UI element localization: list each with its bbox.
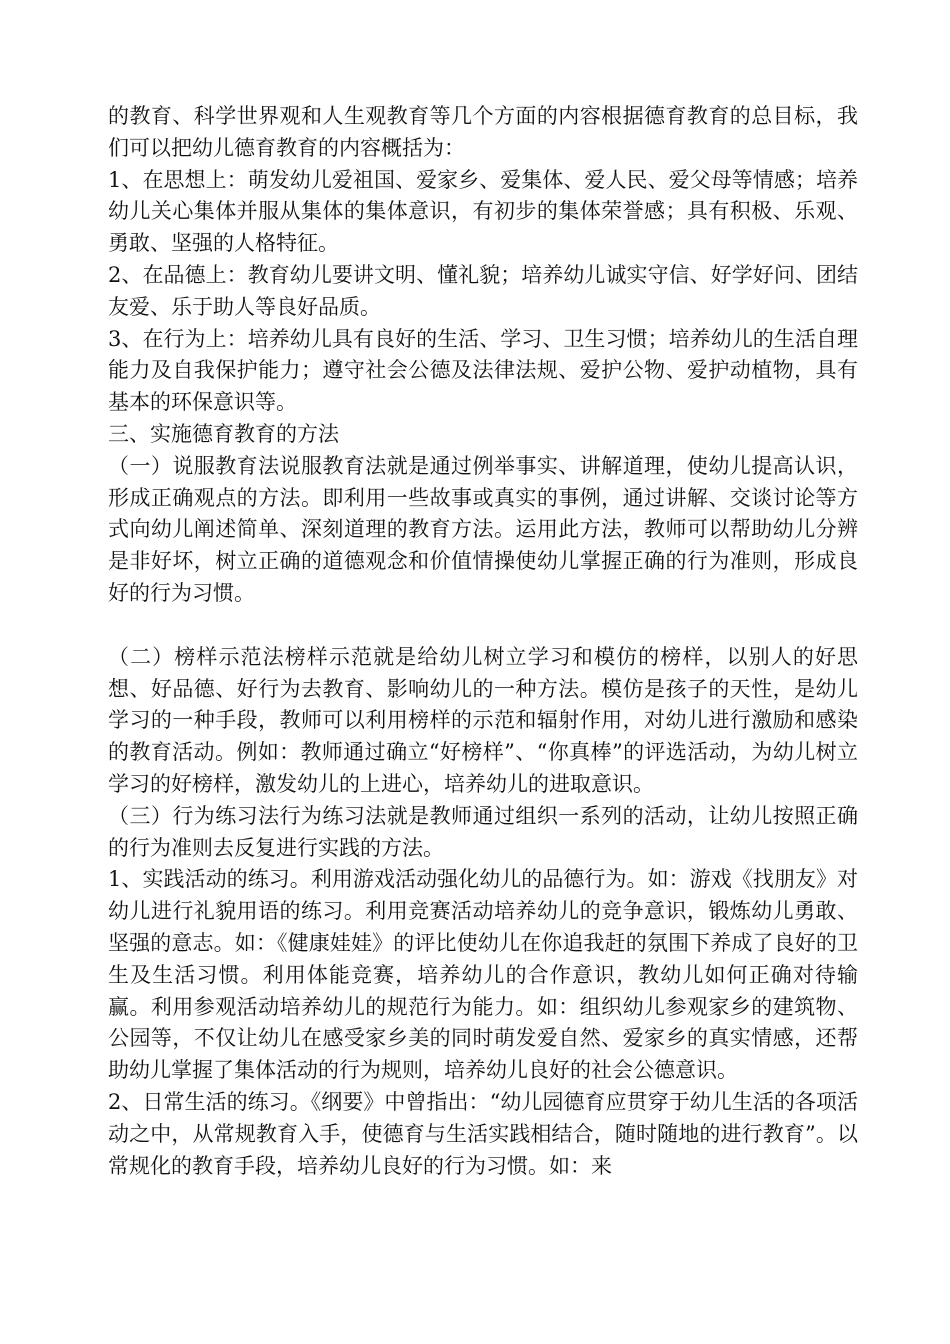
paragraph-item-thought: 1、在思想上：萌发幼儿爱祖国、爱家乡、爱集体、爱人民、爱父母等情感；培养幼儿关心集体并服从集体的集体意识，有初步的集体荣誉感；具有积极、乐观、勇敢、坚强的人格特征。 bbox=[108, 167, 858, 256]
paragraph-practice-activities: 1、实践活动的练习。利用游戏活动强化幼儿的品德行为。如：游戏《找朋友》对幼儿进行礼貌用语的练习。利用竞赛活动培养幼儿的竞争意识，锻炼幼儿勇敢、坚强的意志。如：《健康娃娃》的评比使幼儿在你追我赶的氛围下养成了良好的卫生及生活习惯。利用体能竞赛，培养幼儿的合作意识，教幼儿如何正确对待输赢。利用参观活动培养幼儿的规范行为能力。如：组织幼儿参观家乡的建筑物、公园等，不仅让幼儿在感受家乡美的同时萌发爱自然、爱家乡的真实情感，还帮助幼儿掌握了集体活动的行为规则，培养幼儿良好的社会公德意识。 bbox=[108, 867, 858, 1083]
paragraph-method-role-model: （二）榜样示范法榜样示范就是给幼儿树立学习和模仿的榜样，以别人的好思想、好品德、好行为去教育、影响幼儿的一种方法。模仿是孩子的天性，是幼儿学习的一种手段，教师可以利用榜样的示范和辐射作用，对幼儿进行激励和感染的教育活动。例如：教师通过确立“好榜样”、“你真棒”的评选活动，为幼儿树立学习的好榜样，激发幼儿的上进心，培养幼儿的进取意识。 bbox=[108, 644, 858, 796]
paragraph-method-practice: （三）行为练习法行为练习法就是教师通过组织一系列的活动，让幼儿按照正确的行为准则去反复进行实践的方法。 bbox=[108, 803, 858, 860]
paragraph-content-intro: 的教育、科学世界观和人生观教育等几个方面的内容根据德育教育的总目标，我们可以把幼儿德育教育的内容概括为： bbox=[108, 104, 858, 160]
section-heading-methods: 三、实施德育教育的方法 bbox=[108, 421, 339, 446]
paragraph-daily-life-practice: 2、日常生活的练习。《纲要》中曾指出：“幼儿园德育应贯穿于幼儿生活的各项活动之中，从常规教育入手，使德育与生活实践相结合，随时随地的进行教育”。以常规化的教育手段，培养幼儿良好的行为习惯。如：来 bbox=[108, 1089, 858, 1178]
document-body bbox=[108, 101, 858, 1182]
paragraph-item-morality: 2、在品德上：教育幼儿要讲文明、懂礼貌；培养幼儿诚实守信、好学好问、团结友爱、乐于助人等良好品质。 bbox=[108, 262, 858, 319]
paragraph-item-behavior: 3、在行为上：培养幼儿具有良好的生活、学习、卫生习惯；培养幼儿的生活自理能力及自我保护能力；遵守社会公德及法律法规、爱护公物、爱护动植物，具有基本的环保意识等。 bbox=[108, 326, 858, 415]
paragraph-method-persuasion: （一）说服教育法说服教育法就是通过例举事实、讲解道理，使幼儿提高认识，形成正确观点的方法。即利用一些故事或真实的事例，通过讲解、交谈讨论等方式向幼儿阐述简单、深刻道理的教育方法。运用此方法，教师可以帮助幼儿分辨是非好坏，树立正确的道德观念和价值情操使幼儿掌握正确的行为准则，形成良好的行为习惯。 bbox=[108, 453, 858, 605]
